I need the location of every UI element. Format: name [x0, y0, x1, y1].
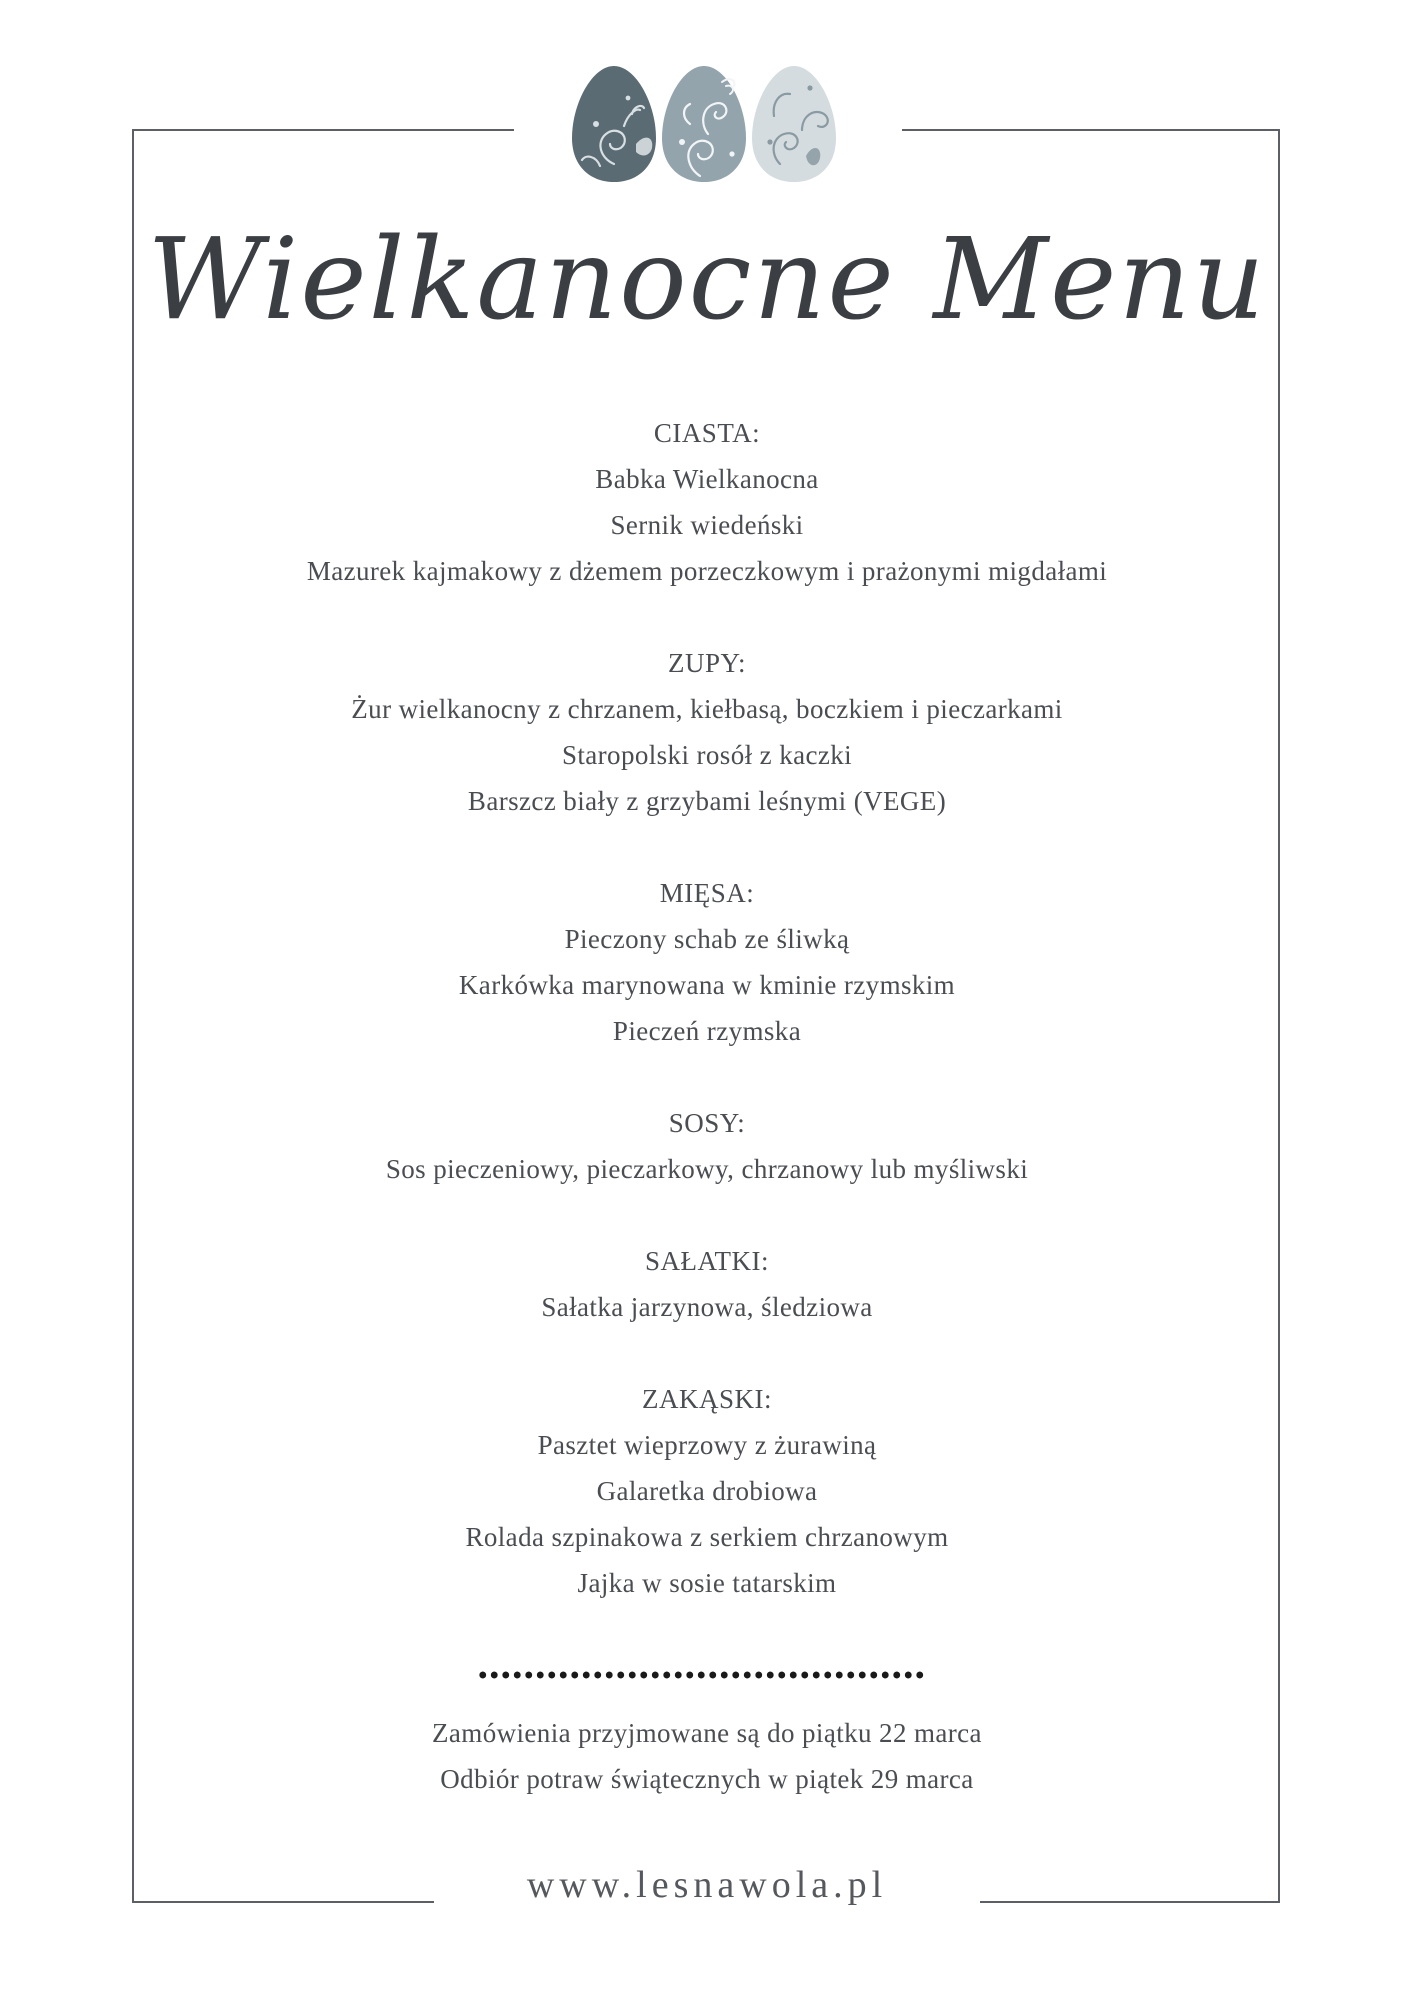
section-heading: ZUPY:	[667, 648, 747, 678]
website-link[interactable]: www.lesnawola.pl	[526, 1864, 888, 1906]
section-salatki	[160, 1238, 1254, 1330]
menu-item: Żur wielkanocny z chrzanem, kiełbasą, boczkiem i pieczarkami	[351, 694, 1063, 724]
order-notes	[160, 1710, 1254, 1802]
menu-item: Pasztet wieprzowy z żurawiną	[537, 1430, 877, 1460]
easter-egg-dark-icon	[572, 66, 656, 182]
menu-item: Galaretka drobiowa	[596, 1476, 818, 1506]
section-heading: MIĘSA:	[659, 878, 755, 908]
menu-item: Rolada szpinakowa z serkiem chrzanowym	[465, 1522, 949, 1552]
menu-sections	[160, 410, 1254, 1652]
section-sosy	[160, 1100, 1254, 1192]
section-ciasta	[160, 410, 1254, 594]
easter-egg-mid-icon	[662, 66, 746, 182]
menu-item: Pieczony schab ze śliwką	[564, 924, 850, 954]
section-zakaski	[160, 1376, 1254, 1606]
menu-title: Wielkanocne Menu	[147, 215, 1267, 345]
menu-item: Sos pieczeniowy, pieczarkowy, chrzanowy lub myśliwski	[385, 1154, 1029, 1184]
section-zupy	[160, 640, 1254, 824]
menu-item: Staropolski rosół z kaczki	[561, 740, 853, 770]
section-heading: SAŁATKI:	[645, 1246, 769, 1276]
menu-item: Babka Wielkanocna	[595, 464, 819, 494]
frame-top-right-line	[902, 129, 1280, 131]
section-heading: SOSY:	[668, 1108, 746, 1138]
menu-item: Mazurek kajmakowy z dżemem porzeczkowym i prażonymi migdałami	[306, 556, 1108, 586]
section-miesa	[160, 870, 1254, 1054]
order-deadline-note: Zamówienia przyjmowane są do piątku 22 marca	[432, 1718, 982, 1748]
section-heading: CIASTA:	[653, 418, 761, 448]
menu-item: Barszcz biały z grzybami leśnymi (VEGE)	[467, 786, 947, 816]
section-heading: ZAKĄSKI:	[642, 1384, 772, 1414]
frame-left-line	[132, 129, 134, 1903]
pickup-date-note: Odbiór potraw świątecznych w piątek 29 marca	[440, 1764, 974, 1794]
easter-eggs-decoration	[570, 64, 840, 188]
frame-top-left-line	[132, 129, 514, 131]
dotted-divider	[477, 1670, 927, 1680]
menu-item: Sernik wiedeński	[610, 510, 804, 540]
easter-egg-light-icon	[752, 66, 836, 182]
menu-item: Sałatka jarzynowa, śledziowa	[541, 1292, 873, 1322]
frame-right-line	[1278, 129, 1280, 1903]
menu-item: Jajka w sosie tatarskim	[577, 1568, 837, 1598]
menu-item: Karkówka marynowana w kminie rzymskim	[458, 970, 956, 1000]
menu-item: Pieczeń rzymska	[612, 1016, 802, 1046]
